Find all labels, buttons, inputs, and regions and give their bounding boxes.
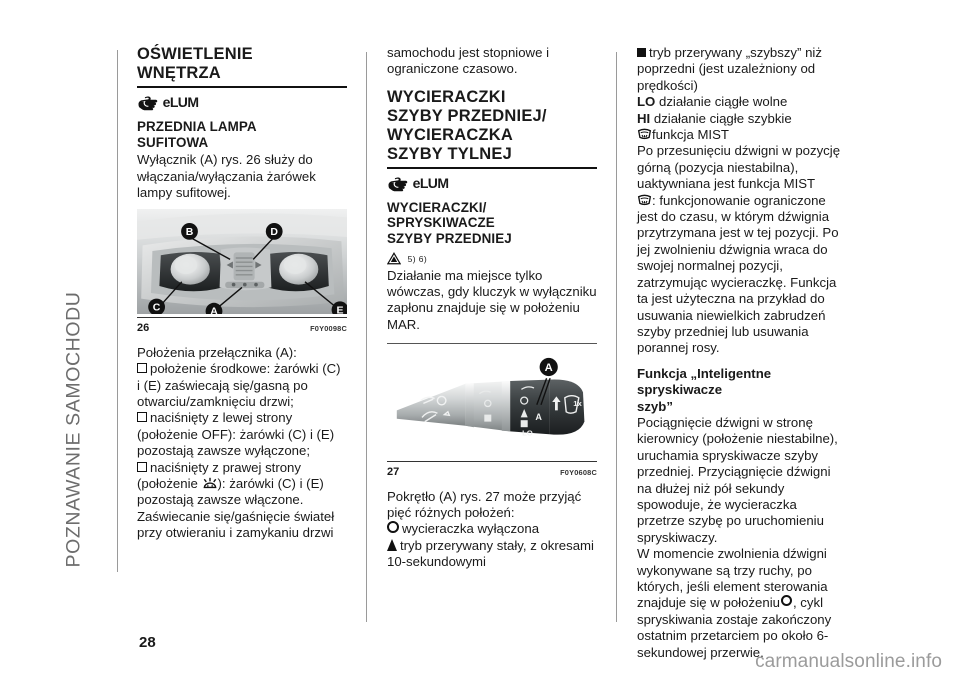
figure-26-caption xyxy=(137,317,347,337)
pointing-hand-icon xyxy=(137,96,159,112)
figure-26-code: F0Y0098C xyxy=(310,324,347,334)
list-item-mist-text: funkcja MIST xyxy=(652,127,729,143)
wipers-subheading-line-3: SZYBY PRZEDNIEJ xyxy=(387,231,512,246)
paragraph-switch-function: Wyłącznik (A) rys. 26 służy do włączania/wyłączania żarówek lampy sufitowej. xyxy=(137,152,316,200)
elum-marker xyxy=(387,175,597,194)
wipers-title-line-1: WYCIERACZKI xyxy=(387,87,506,106)
list-item-intermittent-fast-text: tryb przerywany „szybszy” niż poprzedni (jest uzależniony od prędkości) xyxy=(637,45,822,93)
svg-text:LO: LO xyxy=(522,428,533,438)
wipers-title-line-3: WYCIERACZKA xyxy=(387,125,513,144)
list-item-wiper-off xyxy=(387,521,597,537)
list-item-intermittent-fast xyxy=(637,45,847,94)
mist-function-icon xyxy=(637,128,652,141)
column-divider-1 xyxy=(366,52,367,622)
list-item-off-position-text: naciśnięty z lewej strony (położenie OFF): żarówki (C) i (E) pozostają zawsze wyłączone; xyxy=(137,410,335,459)
paragraph-switch-positions: Położenia przełącznika (A): xyxy=(137,344,297,360)
list-item-mist xyxy=(637,127,847,143)
paragraph-mist-part-1: Po przesunięciu dźwigni w pozycję górną (pozycja niestabilna), uaktywniana jest funkcja MIST xyxy=(637,143,841,192)
paragraph-release-cycle-a: W momencie zwolnienia dźwigni wykonywane są trzy ruchy, po których, jeśli element sterowania znajduje się w położeniu xyxy=(637,546,828,611)
section-title-line-2: WNĘTRZA xyxy=(137,64,221,82)
pointing-hand-icon xyxy=(387,177,409,193)
figure-27 xyxy=(387,353,597,481)
column-3 xyxy=(637,45,847,661)
subheading-windscreen-wipers xyxy=(387,200,597,247)
paragraph-knob-positions: Pokrętło (A) rys. 27 może przyjąć pięć różnych położeń: xyxy=(387,488,582,521)
smart-washers-line-2: szyb” xyxy=(637,398,673,414)
svg-text:E: E xyxy=(336,304,344,315)
paragraph-mist-part-2-text: : funkcjonowanie ograniczone jest do czasu, w którym dźwignia przytrzymana jest w tej pozycji. Po jej zwolnieniu dźwignia wraca do swojej normalnej pozycji, zatrzymując wycieraczkę. Funkcja ta jest użyteczna na przykład do usuwania niewielkich zabrudzeń szyby przedniej lub usuwania porannej rosy. xyxy=(637,192,839,356)
figure-26-image xyxy=(137,209,347,314)
running-head-divider xyxy=(117,50,118,572)
figure-27-caption xyxy=(387,461,597,481)
svg-text:D: D xyxy=(270,226,278,239)
watermark: carmanualsonline.info xyxy=(755,651,942,672)
subheading-line-2: SUFITOWA xyxy=(137,134,209,150)
figure-26-number: 26 xyxy=(137,322,150,335)
figure-26 xyxy=(137,209,347,337)
square-bullet-icon xyxy=(137,412,147,422)
section-title-wipers xyxy=(387,88,597,164)
section-title-line-1: OŚWIETLENIE xyxy=(137,45,253,63)
wipers-title-rule xyxy=(387,167,597,169)
circle-bullet-icon xyxy=(387,521,399,533)
warning-footnote-refs: 5) 6) xyxy=(407,253,428,264)
list-item-center-position-text: położenie środkowe: żarówki (C) i (E) zaświecają się/gasną po otwarciu/zamknięciu drzwi; xyxy=(137,361,341,410)
list-item-hi xyxy=(637,111,847,127)
figure-27-number: 27 xyxy=(387,466,400,479)
wipers-title-line-4: SZYBY TYLNEJ xyxy=(387,144,512,163)
list-item-intermittent-fixed-text: tryb przerywany stały, z okresami 10-sekundowymi xyxy=(387,537,594,570)
elum-label: eLUM xyxy=(412,174,449,191)
paragraph-continued: samochodu jest stopniowe i ograniczone czasowo. xyxy=(387,45,550,77)
paragraph-release-cycle xyxy=(637,546,847,661)
paragraph-ignition-mar: Działanie ma miejsce tylko wówczas, gdy kluczyk w wyłączniku zapłonu znajduje się w położeniu MAR. xyxy=(387,267,597,332)
wipers-subheading-line-2: SPRYSKIWACZE xyxy=(387,215,495,231)
list-item-intermittent-fixed xyxy=(387,538,597,571)
page-number: 28 xyxy=(139,634,156,651)
list-item-wiper-off-text: wycieraczka wyłączona xyxy=(402,521,540,537)
wipers-title-line-2: SZYBY PRZEDNIEJ/ xyxy=(387,106,547,125)
elum-label: eLUM xyxy=(162,94,199,110)
column-2 xyxy=(387,45,597,571)
wipers-subheading-line-1: WYCIERACZKI/ xyxy=(387,199,487,215)
running-head xyxy=(0,40,118,600)
list-item-lo-label: LO xyxy=(637,94,656,110)
list-item-center-position xyxy=(137,361,347,410)
paragraph-separator-rule xyxy=(387,343,597,344)
paragraph-smart-washers: Pociągnięcie dźwigni w stronę kierownicy (położenie niestabilne), uruchamia spryskiwacze szyby przedniej. Przyciągnięcie dźwigni na dłużej niż pół sekundy spowoduje, że wycieraczka przetrze szybę po uruchomieniu spryskiwaczy. xyxy=(637,414,838,545)
subheading-line-1: PRZEDNIA LAMPA xyxy=(137,119,257,134)
paragraph-release-cycle-b: , cykl spryskiwania zostaje zakończony ostatnim przetarciem po około 6-sekundowej przerwie. xyxy=(637,595,832,660)
svg-text:1x: 1x xyxy=(573,399,582,409)
svg-text:B: B xyxy=(185,226,194,239)
list-item-lo xyxy=(637,94,847,110)
paragraph-mist-part-2 xyxy=(637,193,847,357)
paragraph-door-light-behaviour: Zaświecanie się/gaśnięcie świateł przy otwieraniu i zamykaniu drzwi xyxy=(137,508,335,541)
square-bullet-icon xyxy=(137,363,147,373)
list-item-lo-text: działanie ciągłe wolne xyxy=(659,94,788,110)
wiper-off-position-icon xyxy=(781,595,792,606)
column-1 xyxy=(137,45,347,542)
svg-text:C: C xyxy=(152,301,161,314)
square-bullet-icon xyxy=(137,462,147,472)
figure-27-code: F0Y0608C xyxy=(560,468,597,478)
list-item-off-position xyxy=(137,410,347,459)
list-item-hi-text: działanie ciągłe szybkie xyxy=(653,110,792,126)
filled-square-bullet-icon xyxy=(637,48,646,57)
smart-washers-line-1: Funkcja „Inteligentne spryskiwacze xyxy=(637,365,772,398)
list-item-on-position-pre: naciśnięty z prawej strony (położenie xyxy=(137,459,301,492)
svg-text:A: A xyxy=(544,362,553,375)
mist-function-icon xyxy=(637,194,652,207)
section-title-lighting xyxy=(137,45,347,83)
section-title-rule xyxy=(137,86,347,88)
elum-marker xyxy=(137,94,347,113)
figure-27-image xyxy=(387,353,597,458)
list-item-hi-label: HI xyxy=(637,110,651,126)
warning-triangle-icon xyxy=(387,252,401,265)
list-item-on-position-post: ): żarówki (C) i (E) pozostają zawsze włączone. xyxy=(137,476,324,508)
running-head-text: POZNAWANIE SAMOCHODU xyxy=(62,291,85,568)
svg-text:A: A xyxy=(210,306,218,315)
column-divider-2 xyxy=(616,52,617,622)
svg-text:A: A xyxy=(535,412,542,423)
subheading-smart-washers xyxy=(637,366,847,415)
triangle-bullet-icon xyxy=(387,539,397,551)
list-item-on-position xyxy=(137,460,347,509)
dome-lamp-on-icon xyxy=(202,477,218,490)
warning-marker xyxy=(387,251,597,266)
subheading-front-dome-lamp xyxy=(137,119,347,150)
